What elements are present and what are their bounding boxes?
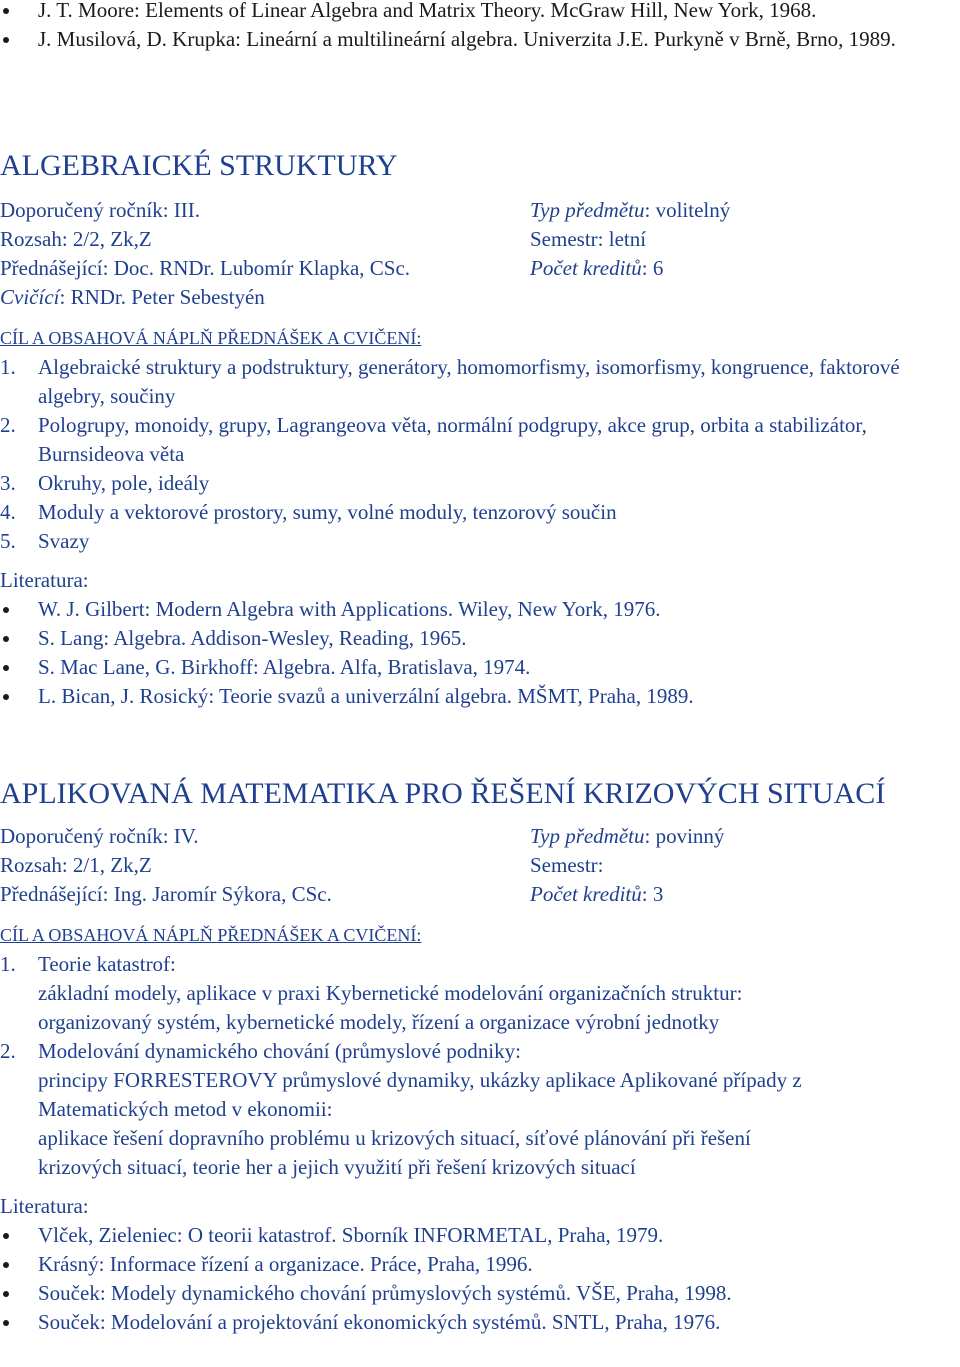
literature-item: S. Mac Lane, G. Birkhoff: Algebra. Alfa, Bratislava, 1974. bbox=[0, 653, 960, 682]
literature-list bbox=[0, 595, 960, 711]
course-title: ALGEBRAICKÉ STRUKTURY bbox=[0, 149, 398, 182]
literature-item: S. Lang: Algebra. Addison-Wesley, Reading, 1965. bbox=[0, 624, 960, 653]
topic-text: Svazy bbox=[38, 529, 90, 553]
goal-heading: CÍL A OBSAHOVÁ NÁPLŇ PŘEDNÁŠEK A CVIČENÍ: bbox=[0, 925, 422, 945]
course-section-1 bbox=[0, 148, 960, 711]
literature-heading: Literatura: bbox=[0, 1194, 89, 1218]
topic-line: krizových situací, teorie her a jejich využití při řešení krizových situací bbox=[38, 1155, 636, 1179]
cvicici-label: Cvičící bbox=[0, 285, 60, 309]
course-section-2 bbox=[0, 776, 960, 1337]
topic-item bbox=[0, 411, 930, 469]
literature-item: Vlček, Zieleniec: O teorii katastrof. Sborník INFORMETAL, Praha, 1979. bbox=[0, 1221, 960, 1250]
prednasejici-value: : Doc. RNDr. Lubomír Klapka, CSc. bbox=[102, 256, 411, 280]
topic-number: 1. bbox=[0, 952, 16, 976]
topic-line: organizovaný systém, kybernetické modely, řízení a organizace výrobní jednotky bbox=[38, 1010, 720, 1034]
reference-item: J. T. Moore: Elements of Linear Algebra and Matrix Theory. McGraw Hill, New York, 1968. bbox=[0, 0, 930, 25]
topic-line: základní modely, aplikace v praxi Kybernetické modelování organizačních struktur: bbox=[38, 981, 743, 1005]
topic-title: Teorie katastrof: bbox=[38, 952, 176, 976]
literature-item: W. J. Gilbert: Modern Algebra with Applications. Wiley, New York, 1976. bbox=[0, 595, 960, 624]
literature-item: L. Bican, J. Rosický: Teorie svazů a univerzální algebra. MŠMT, Praha, 1989. bbox=[0, 682, 960, 711]
rocnik-value: : III. bbox=[162, 198, 201, 222]
topic-item bbox=[0, 950, 960, 1037]
course-meta bbox=[0, 196, 960, 312]
prednasejici-label: Přednášející bbox=[0, 256, 103, 280]
topic-line: aplikace řešení dopravního problému u krizových situací, síťové plánování při řešení bbox=[38, 1126, 751, 1150]
rocnik-label: Doporučený ročník bbox=[0, 824, 163, 848]
typ-value: : povinný bbox=[644, 824, 725, 848]
literature-item: Souček: Modely dynamického chování průmyslových systémů. VŠE, Praha, 1998. bbox=[0, 1279, 960, 1308]
topic-item bbox=[0, 1037, 960, 1182]
topic-text: Okruhy, pole, ideály bbox=[38, 471, 210, 495]
reference-item: J. Musilová, D. Krupka: Lineární a multilineární algebra. Univerzita J.E. Purkyně v Brně, Brno, 1989. bbox=[0, 25, 930, 54]
typ-label: Typ předmětu bbox=[530, 198, 645, 222]
kredity-value: : 3 bbox=[641, 882, 664, 906]
topic-list bbox=[0, 353, 930, 556]
semestr-value: : bbox=[597, 853, 604, 877]
literature-item: Souček: Modelování a projektování ekonomických systémů. SNTL, Praha, 1976. bbox=[0, 1308, 960, 1337]
topic-number: 2. bbox=[0, 1039, 16, 1063]
cvicici-value: : RNDr. Peter Sebestyén bbox=[59, 285, 265, 309]
typ-value: : volitelný bbox=[644, 198, 731, 222]
prednasejici-value: : Ing. Jaromír Sýkora, CSc. bbox=[102, 882, 332, 906]
rozsah-value: : 2/1, Zk,Z bbox=[61, 853, 152, 877]
topic-text: Algebraické struktury a podstruktury, generátory, homomorfismy, isomorfismy, kongruence, faktorové algebry, součiny bbox=[38, 355, 900, 408]
topic-number: 1. bbox=[0, 355, 16, 379]
top-reference-list bbox=[0, 0, 930, 54]
goal-heading: CÍL A OBSAHOVÁ NÁPLŇ PŘEDNÁŠEK A CVIČENÍ: bbox=[0, 328, 422, 348]
kredity-label: Počet kreditů bbox=[530, 882, 642, 906]
topic-item bbox=[0, 469, 930, 498]
topic-item bbox=[0, 498, 930, 527]
literature-item: Krásný: Informace řízení a organizace. Práce, Praha, 1996. bbox=[0, 1250, 960, 1279]
semestr-label: Semestr bbox=[530, 853, 598, 877]
topic-number: 5. bbox=[0, 529, 16, 553]
topic-number: 2. bbox=[0, 413, 16, 437]
typ-label: Typ předmětu bbox=[530, 824, 645, 848]
kredity-label: Počet kreditů bbox=[530, 256, 642, 280]
topic-item bbox=[0, 353, 930, 411]
topic-title: Modelování dynamického chování (průmyslové podniky: bbox=[38, 1039, 521, 1063]
semestr-label: Semestr bbox=[530, 227, 598, 251]
rozsah-label: Rozsah bbox=[0, 227, 62, 251]
course-meta bbox=[0, 822, 960, 909]
topic-number: 3. bbox=[0, 471, 16, 495]
prednasejici-label: Přednášející bbox=[0, 882, 103, 906]
literature-list bbox=[0, 1221, 960, 1337]
topic-text: Moduly a vektorové prostory, sumy, volné moduly, tenzorový součin bbox=[38, 500, 617, 524]
rozsah-value: : 2/2, Zk,Z bbox=[61, 227, 152, 251]
rocnik-label: Doporučený ročník bbox=[0, 198, 163, 222]
topic-text: Pologrupy, monoidy, grupy, Lagrangeova věta, normální podgrupy, akce grup, orbita a stabilizátor, Burnsideova věta bbox=[38, 413, 867, 466]
course-title: APLIKOVANÁ MATEMATIKA PRO ŘEŠENÍ KRIZOVÝCH SITUACÍ bbox=[0, 777, 886, 810]
rocnik-value: : IV. bbox=[162, 824, 199, 848]
topic-list bbox=[0, 950, 960, 1182]
topic-line: principy FORRESTEROVY průmyslové dynamiky, ukázky aplikace Aplikované případy z bbox=[38, 1068, 802, 1092]
rozsah-label: Rozsah bbox=[0, 853, 62, 877]
literature-heading: Literatura: bbox=[0, 568, 89, 592]
kredity-value: : 6 bbox=[641, 256, 664, 280]
semestr-value: : letní bbox=[597, 227, 647, 251]
topic-item bbox=[0, 527, 930, 556]
topic-line: Matematických metod v ekonomii: bbox=[38, 1097, 333, 1121]
topic-number: 4. bbox=[0, 500, 16, 524]
